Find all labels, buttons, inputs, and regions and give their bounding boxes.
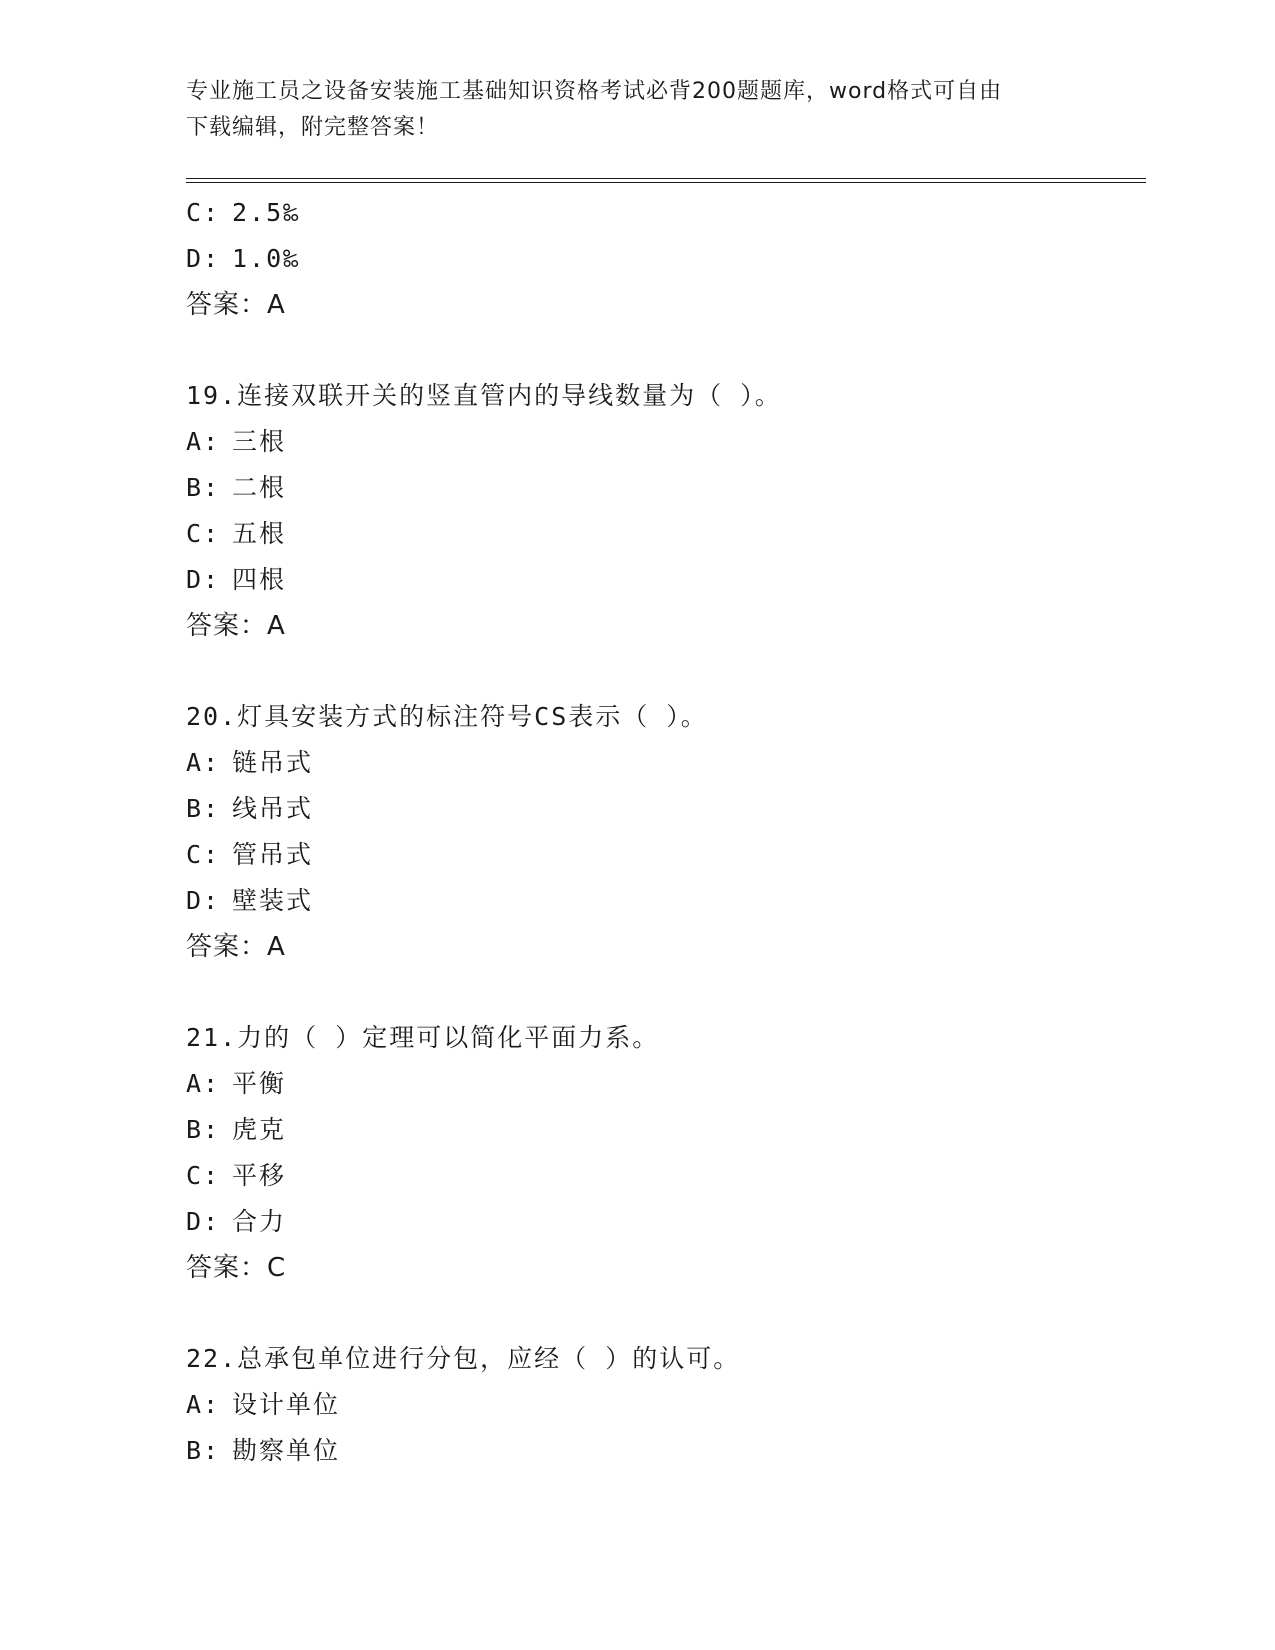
option-label: C: [186, 840, 221, 869]
question-continued [186, 190, 1146, 328]
option-label: B: [186, 1115, 221, 1144]
option-d [186, 878, 1146, 924]
option-label: B: [186, 1436, 221, 1465]
option-label: B: [186, 473, 221, 502]
question-20 [186, 694, 1146, 970]
option-text: 1.0‰ [232, 244, 301, 273]
question-21 [186, 1015, 1146, 1291]
question-stem: 22.总承包单位进行分包，应经（ ）的认可。 [186, 1344, 741, 1373]
option-text: 四根 [232, 565, 287, 594]
answer-line: 答案：A [186, 290, 286, 320]
option-text: 壁装式 [232, 886, 314, 915]
option-c [186, 1153, 1146, 1199]
option-b [186, 1107, 1146, 1153]
option-label: C: [186, 1161, 221, 1190]
option-label: C: [186, 198, 221, 227]
option-text: 链吊式 [232, 748, 314, 777]
question-stem: 21.力的（ ）定理可以简化平面力系。 [186, 1023, 660, 1052]
option-text: 虎克 [232, 1115, 287, 1144]
question-stem: 19.连接双联开关的竖直管内的导线数量为（ ）。 [186, 381, 782, 410]
option-c [186, 190, 1146, 236]
option-label: A: [186, 748, 221, 777]
option-text: 平移 [232, 1161, 287, 1190]
question-list [186, 190, 1146, 1474]
document-header [186, 74, 1086, 146]
option-text: 管吊式 [232, 840, 314, 869]
option-text: 2.5‰ [232, 198, 301, 227]
answer-line: 答案：C [186, 1253, 287, 1283]
option-d [186, 236, 1146, 282]
option-label: A: [186, 1390, 221, 1419]
option-text: 二根 [232, 473, 287, 502]
option-text: 五根 [232, 519, 287, 548]
option-text: 设计单位 [232, 1390, 341, 1419]
option-text: 线吊式 [232, 794, 314, 823]
option-label: D: [186, 1207, 221, 1236]
option-a [186, 740, 1146, 786]
option-label: D: [186, 886, 221, 915]
header-divider-top [186, 178, 1146, 179]
header-divider-bottom [186, 182, 1146, 183]
answer-line: 答案：A [186, 611, 286, 641]
option-b [186, 1428, 1146, 1474]
option-text: 勘察单位 [232, 1436, 341, 1465]
option-label: B: [186, 794, 221, 823]
header-line-1: 专业施工员之设备安装施工基础知识资格考试必背200题题库，word格式可自由 [186, 79, 1003, 104]
option-text: 合力 [232, 1207, 287, 1236]
option-label: D: [186, 244, 221, 273]
question-stem: 20.灯具安装方式的标注符号CS表示（ ）。 [186, 702, 708, 731]
option-label: A: [186, 1069, 221, 1098]
option-a [186, 1382, 1146, 1428]
question-22 [186, 1336, 1146, 1474]
option-label: C: [186, 519, 221, 548]
option-text: 平衡 [232, 1069, 287, 1098]
option-b [186, 786, 1146, 832]
option-text: 三根 [232, 427, 287, 456]
option-b [186, 465, 1146, 511]
header-line-2: 下载编辑，附完整答案！ [186, 115, 440, 140]
option-d [186, 1199, 1146, 1245]
question-19 [186, 373, 1146, 649]
option-label: A: [186, 427, 221, 456]
option-c [186, 832, 1146, 878]
option-label: D: [186, 565, 221, 594]
option-a [186, 419, 1146, 465]
answer-line: 答案：A [186, 932, 286, 962]
option-c [186, 511, 1146, 557]
option-a [186, 1061, 1146, 1107]
option-d [186, 557, 1146, 603]
